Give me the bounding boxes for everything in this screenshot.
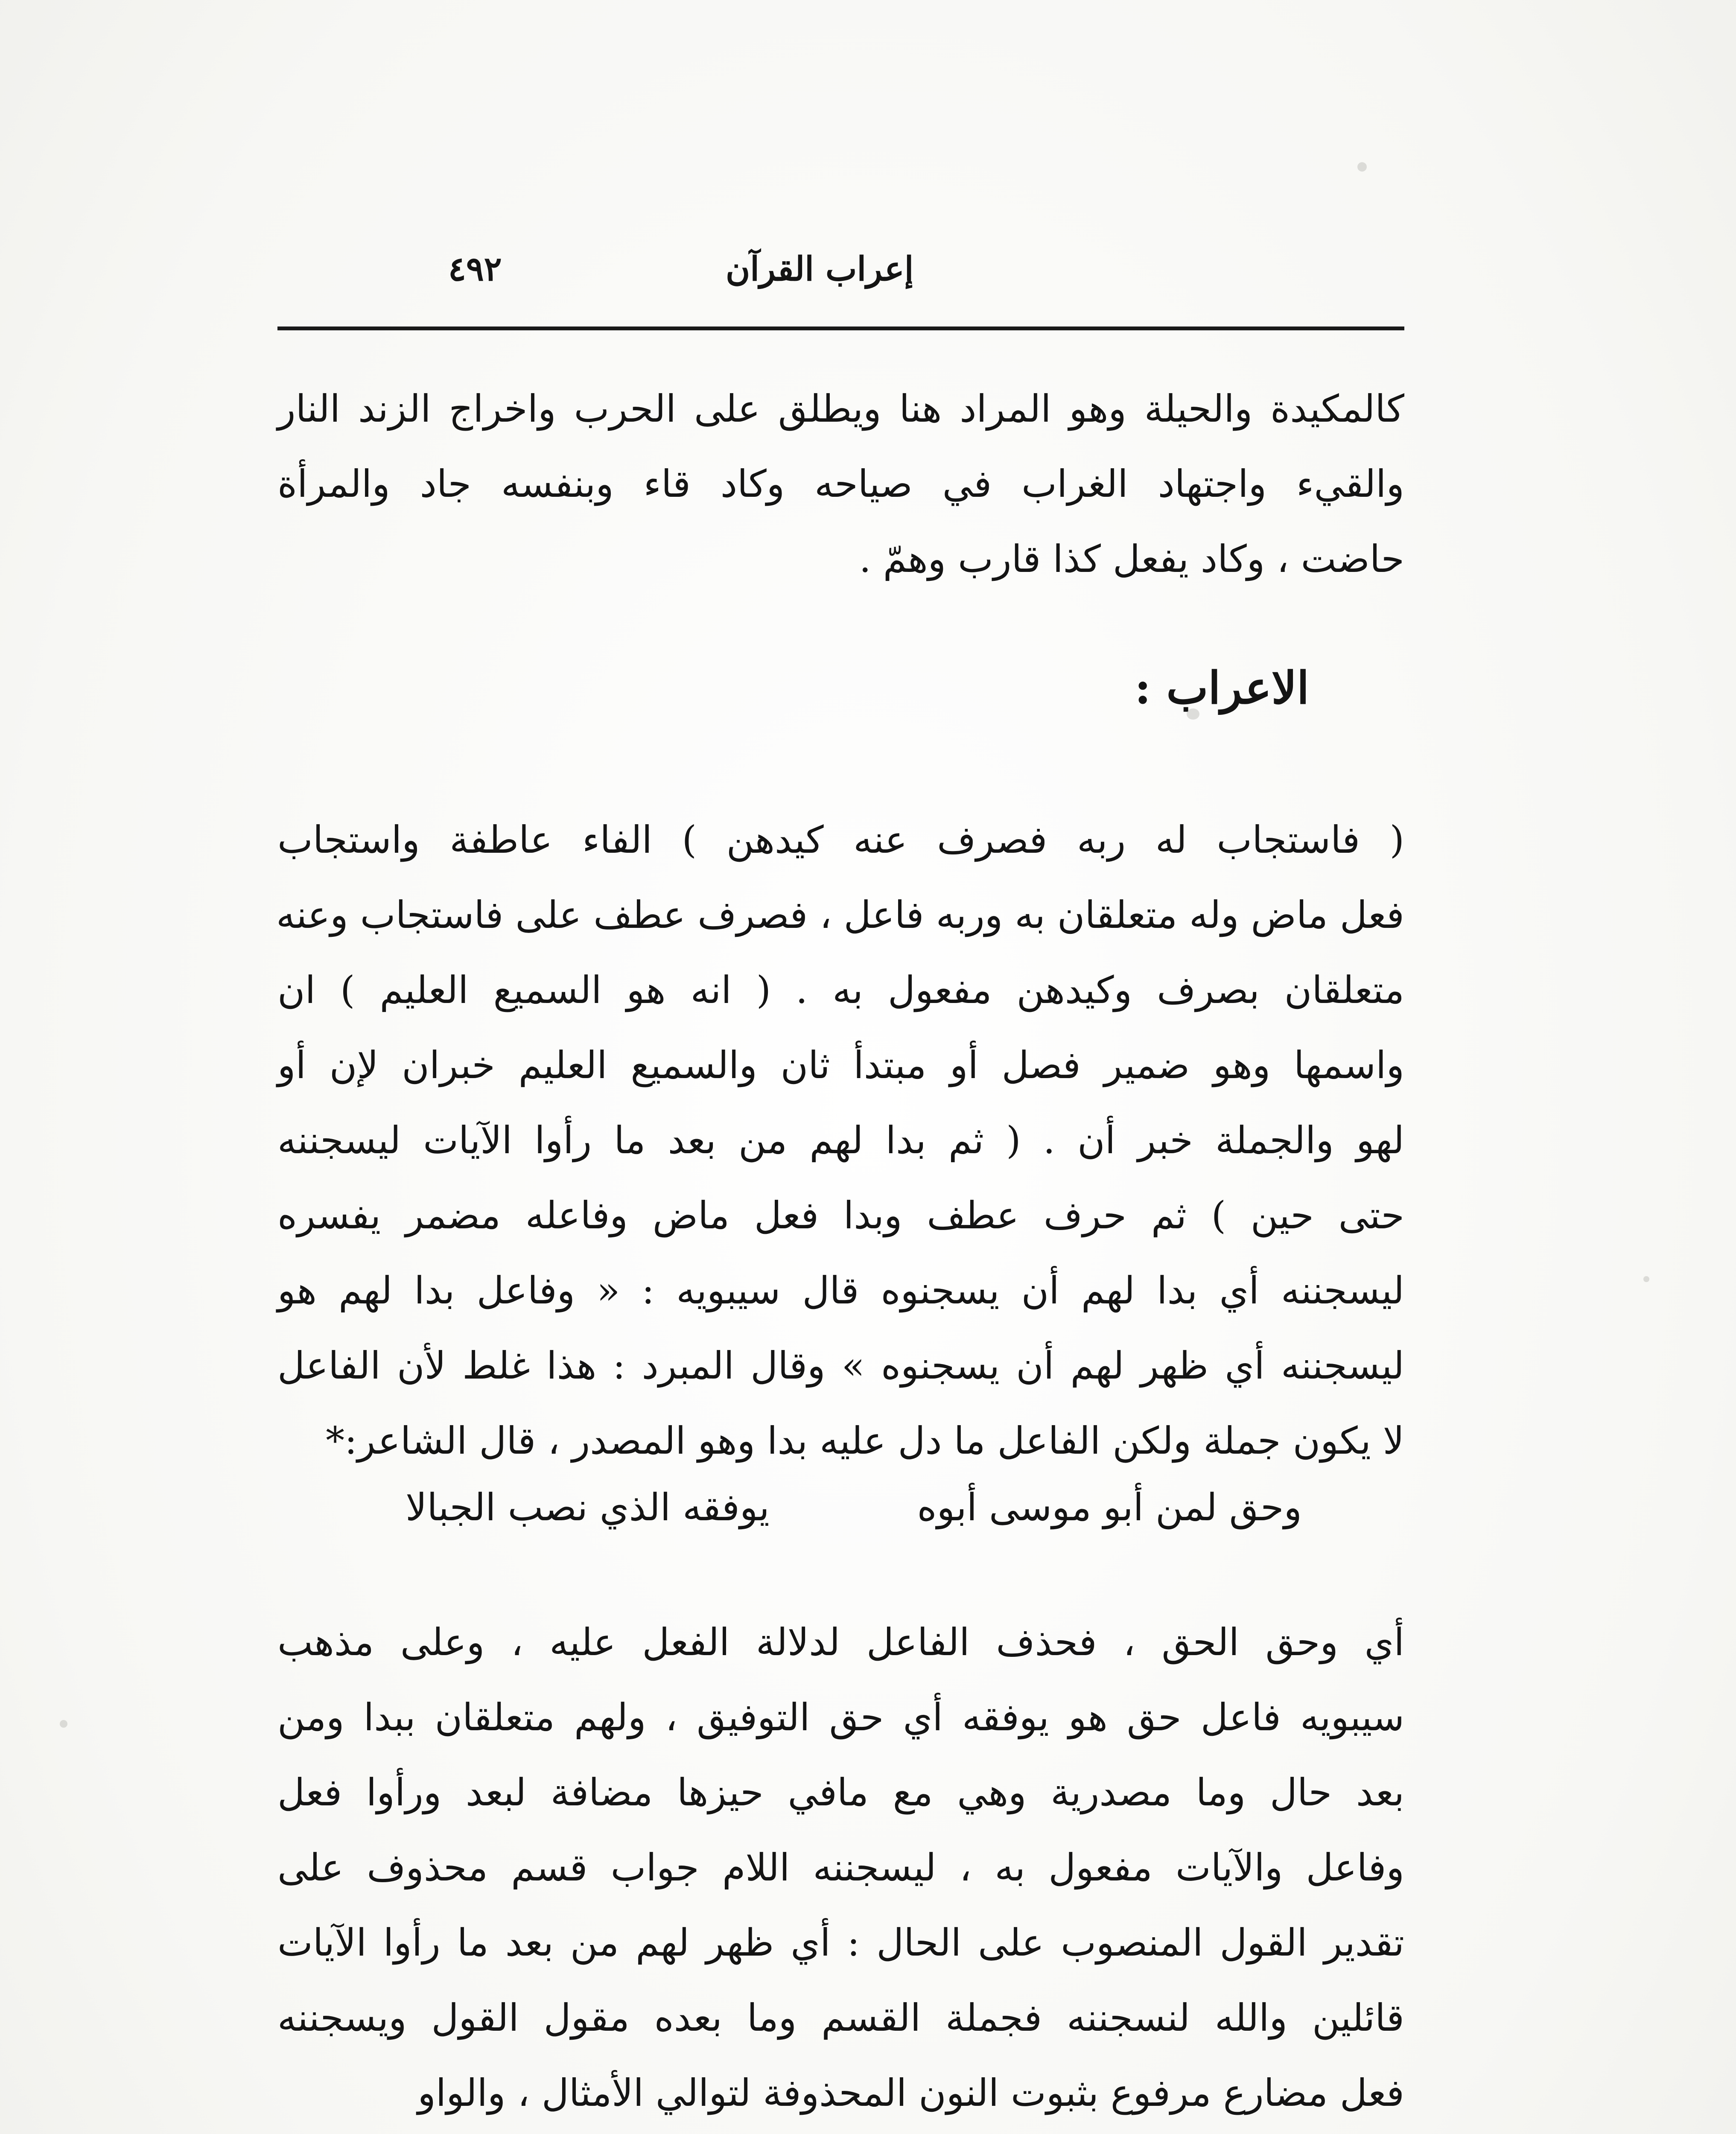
text-line: والقيء واجتهاد الغراب في صياحه وكاد قاء وبنفسه جاد والمرأة xyxy=(277,462,1404,506)
scan-speck xyxy=(1187,708,1199,720)
verse-first-hemistich: وحق لمن أبو موسى أبوه xyxy=(917,1485,1302,1529)
text-line: لا يكون جملة ولكن الفاعل ما دل عليه بدا وهو المصدر ، قال الشاعر:* xyxy=(326,1419,1404,1463)
text-line: سيبويه فاعل حق هو يوفقه أي حق التوفيق ، ولهم متعلقان ببدا ومن xyxy=(277,1695,1404,1739)
text-line: ليسجننه أي ظهر لهم أن يسجنوه » وقال المبرد : هذا غلط لأن الفاعل xyxy=(277,1344,1404,1388)
paragraph-explanation xyxy=(277,1605,1404,2131)
text-line: تقدير القول المنصوب على الحال : أي ظهر لهم من بعد ما رأوا الآيات xyxy=(277,1921,1404,1965)
text-line: فعل مضارع مرفوع بثبوت النون المحذوفة لتوالي الأمثال ، والواو xyxy=(417,2071,1404,2115)
text-line: بعد حال وما مصدرية وهي مع مافي حيزها مضافة لبعد ورأوا فعل xyxy=(277,1770,1404,1814)
text-line: قائلين والله لنسجننه فجملة القسم وما بعده مقول القول ويسجننه xyxy=(277,1996,1404,2040)
paragraph-parsing xyxy=(277,802,1404,1478)
text-line: ( فاستجاب له ربه فصرف عنه كيدهن ) الفاء عاطفة واستجاب xyxy=(277,818,1404,862)
page-header xyxy=(277,250,1404,297)
scan-speck xyxy=(1357,162,1367,172)
scan-speck xyxy=(1643,1276,1649,1282)
text-line: لهو والجملة خبر أن . ( ثم بدا لهم من بعد ما رأوا الآيات ليسجننه xyxy=(277,1118,1404,1162)
text-line: حاضت ، وكاد يفعل كذا قارب وهمّ . xyxy=(859,537,1404,581)
running-title: إعراب القرآن xyxy=(726,250,914,289)
poetry-verse xyxy=(406,1485,1302,1529)
text-line: فعل ماض وله متعلقان به وربه فاعل ، فصرف عطف على فاستجاب وعنه xyxy=(276,893,1404,937)
scan-speck xyxy=(60,1720,67,1728)
verse-second-hemistich: يوفقه الذي نصب الجبالا xyxy=(406,1485,770,1529)
text-line: أي وحق الحق ، فحذف الفاعل لدلالة الفعل عليه ، وعلى مذهب xyxy=(277,1620,1404,1664)
text-line: واسمها وهو ضمير فصل أو مبتدأ ثان والسميع العليم خبران لإن أو xyxy=(277,1043,1404,1087)
text-line: متعلقان بصرف وكيدهن مفعول به . ( انه هو السميع العليم ) ان xyxy=(277,968,1404,1012)
text-line: وفاعل والآيات مفعول به ، ليسجننه اللام جواب قسم محذوف على xyxy=(277,1845,1404,1889)
text-line: كالمكيدة والحيلة وهو المراد هنا ويطلق على الحرب واخراج الزند النار xyxy=(277,387,1404,431)
section-heading: الاعراب : xyxy=(1134,662,1309,714)
page-number: ٤٩٢ xyxy=(448,250,502,289)
text-line: ليسجننه أي بدا لهم أن يسجنوه قال سيبويه : « وفاعل بدا لهم هو xyxy=(277,1268,1404,1312)
header-rule xyxy=(277,327,1404,330)
text-line: حتى حين ) ثم حرف عطف وبدا فعل ماض وفاعله مضمر يفسره xyxy=(277,1193,1404,1237)
paragraph-vocabulary xyxy=(277,371,1404,597)
